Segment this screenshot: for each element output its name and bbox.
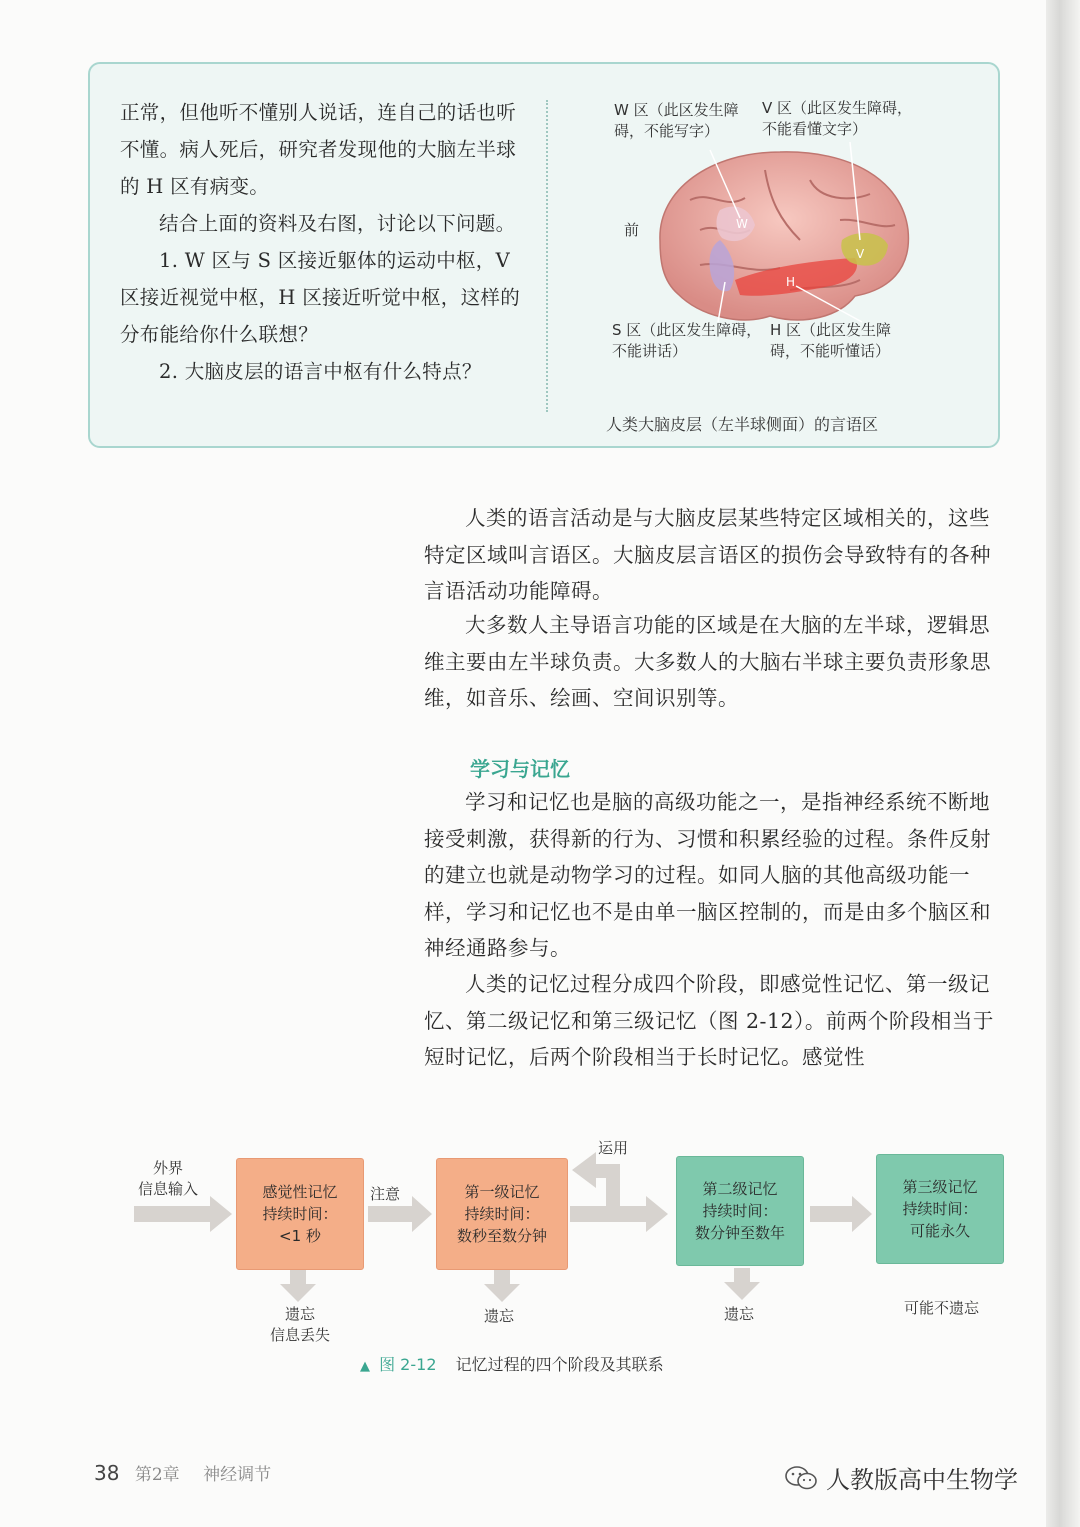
use-label: 运用 [598, 1139, 629, 1157]
chapter-title: 神经调节 [203, 1465, 272, 1485]
input-label [130, 1158, 206, 1200]
forget-label: 遗忘 [724, 1305, 755, 1323]
brain-figure-caption: 人类大脑皮层（左半球侧面）的言语区 [606, 415, 879, 434]
attention-label: 注意 [370, 1185, 401, 1203]
sensory-memory-box [236, 1158, 364, 1270]
primary-memory-box [436, 1158, 568, 1270]
brain-illustration [550, 90, 1000, 420]
input-label-line: 外界 [152, 1159, 183, 1177]
forget-label-line: 遗忘 [284, 1305, 315, 1323]
v-mark-text: V [856, 247, 865, 261]
discussion-paragraph: 正常，但他听不懂别人说话，连自己的话也听不懂。病人死后，研究者发现他的大脑左半球的 H 区有病变。 [120, 101, 517, 198]
forget-label [262, 1304, 338, 1346]
stage-duration: 数秒至数分钟 [456, 1227, 547, 1245]
stage-name: 第一级记忆 [464, 1183, 540, 1201]
stage-name: 第二级记忆 [702, 1180, 778, 1198]
main-paragraph: 大多数人主导语言功能的区域是在大脑的左半球，逻辑思维主要由左半球负责。大多数人的大脑右半球主要负责形象思维，如音乐、绘画、空间识别等。 [424, 613, 991, 710]
s-area-label: S 区（此区发生障碍，不能讲话） [612, 321, 762, 360]
input-label-line: 信息输入 [137, 1180, 198, 1198]
page-number: 38 [94, 1461, 120, 1485]
w-area-label: W 区（此区发生障碍，不能写字） [614, 101, 739, 140]
h-area-label: H 区（此区发生障碍，不能听懂话） [770, 321, 892, 360]
wechat-icon [784, 1464, 818, 1492]
discussion-question: 1. W 区与 S 区接近躯体的运动中枢，V 区接近视觉中枢，H 区接近听觉中枢，这样的分布能给你什么联想？ [120, 249, 521, 346]
figure-caption-text: 记忆过程的四个阶段及其联系 [455, 1355, 664, 1374]
main-paragraph: 人类的记忆过程分成四个阶段，即感觉性记忆、第一级记忆、第二级记忆和第三级记忆（图 2-12）。前两个阶段相当于短时记忆，后两个阶段相当于长时记忆。感觉性 [424, 972, 994, 1069]
stage-duration-label: 持续时间： [902, 1200, 978, 1218]
memory-flow-diagram [0, 1130, 1080, 1390]
section-heading: 学习与记忆 [470, 757, 570, 781]
no-forget-label: 可能不遗忘 [904, 1299, 980, 1317]
discussion-text [120, 94, 532, 390]
page-footer [94, 1460, 271, 1485]
main-paragraph: 人类的语言活动是与大脑皮层某些特定区域相关的，这些特定区域叫言语区。大脑皮层言语区的损伤会导致特有的各种言语活动功能障碍。 [424, 506, 991, 603]
stage-duration-label: 持续时间： [262, 1205, 338, 1223]
triangle-icon: ▲ [360, 1359, 370, 1374]
figure-caption [360, 1352, 664, 1375]
chapter-label: 第2章 [134, 1465, 180, 1485]
figure-number: 图 2-12 [379, 1355, 437, 1374]
forget-label-line: 信息丢失 [269, 1326, 330, 1344]
h-mark-text: H [786, 275, 796, 289]
tertiary-memory-box [876, 1154, 1004, 1264]
w-mark-text: W [736, 217, 748, 231]
v-area-label: V 区（此区发生障碍，不能看懂文字） [762, 99, 913, 138]
forget-label: 遗忘 [484, 1307, 515, 1325]
watermark-text: 人教版高中生物学 [826, 1466, 1018, 1494]
stage-name: 感觉性记忆 [262, 1183, 338, 1201]
discussion-paragraph: 结合上面的资料及右图，讨论以下问题。 [159, 212, 516, 235]
discussion-question: 2. 大脑皮层的语言中枢有什么特点？ [159, 360, 482, 383]
divider [546, 100, 548, 412]
secondary-memory-box [676, 1156, 804, 1266]
discussion-box [88, 62, 1000, 448]
watermark [784, 1460, 1018, 1495]
stage-name: 第三级记忆 [902, 1178, 978, 1196]
stage-duration-label: 持续时间： [702, 1202, 778, 1220]
stage-duration-label: 持续时间： [464, 1205, 540, 1223]
stage-duration: 数分钟至数年 [694, 1224, 785, 1242]
main-paragraph: 学习和记忆也是脑的高级功能之一，是指神经系统不断地接受刺激，获得新的行为、习惯和积累经验的过程。条件反射的建立也就是动物学习的过程。如同人脑的其他高级功能一样，学习和记忆也不是由单一脑区控制的，而是由多个脑区和神经通路参与。 [424, 790, 991, 960]
brain-figure [550, 90, 1000, 440]
front-label: 前 [624, 221, 640, 239]
stage-duration: 可能永久 [909, 1222, 970, 1240]
stage-duration: <1 秒 [279, 1227, 321, 1245]
